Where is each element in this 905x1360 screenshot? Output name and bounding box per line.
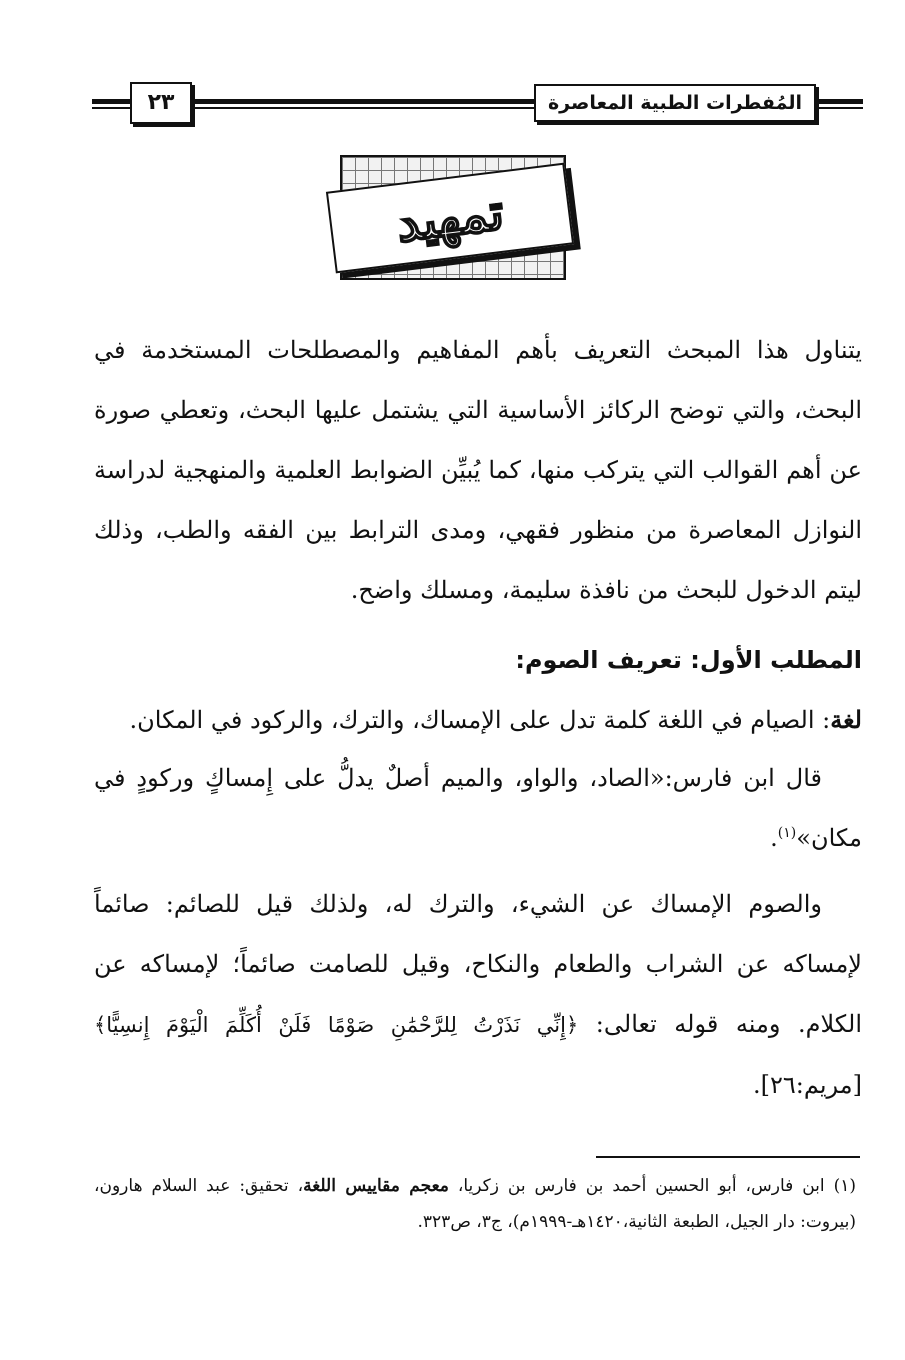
ibn-faris-end: . (770, 824, 778, 852)
section-heading-label: المطلب الأول (699, 646, 862, 674)
ibn-faris-text: قال ابن فارس:«الصاد، والواو، والميم أصلٌ يدلُّ على إِمساكٍ وركودٍ في مكان» (94, 764, 862, 852)
book-title: المُفطرات الطبية المعاصرة (534, 84, 816, 122)
footnote-text (94, 1168, 856, 1240)
intro-title: تمهيد (393, 181, 507, 254)
section-heading-topic: تعريف الصوم (524, 646, 682, 674)
footnote-reference: (١) (777, 825, 797, 841)
main-content (94, 320, 862, 1115)
intro-title-badge (330, 155, 580, 290)
section-heading-separator: : (681, 646, 700, 674)
quran-reference: [مريم:٢٦]. (753, 1071, 862, 1099)
lugha-text: : الصيام في اللغة كلمة تدل على الإمساك، والترك، والركود في المكان. (129, 706, 831, 734)
footnote-separator (596, 1156, 860, 1158)
ibn-faris-quote (94, 748, 862, 868)
lugha-definition (94, 692, 862, 748)
footnote-part1: (١) ابن فارس، أبو الحسين أحمد بن فارس بن زكريا، (448, 1176, 856, 1196)
running-header (92, 82, 863, 122)
sawm-text: والصوم الإمساك عن الشيء، والترك له، ولذلك قيل للصائم: صائماً لإمساكه عن الشراب والطعام والنكاح، وقيل للصامت صائماً؛ لإمساكه عن الكلام. ومنه قوله تعالى: (94, 890, 862, 1038)
sawm-paragraph (94, 874, 862, 1115)
footnote (94, 1168, 856, 1240)
footnote-book-title: معجم مقاييس اللغة (303, 1176, 449, 1196)
section-heading (94, 636, 862, 684)
lugha-label: لغة (830, 705, 862, 734)
quran-verse: ﴿إِنِّي نَذَرْتُ لِلرَّحْمَٰنِ صَوْمًا فَلَنْ أُكَلِّمَ الْيَوْمَ إِنسِيًّا﴾ (94, 1013, 579, 1037)
section-heading-end: : (515, 646, 525, 674)
page-number: ٢٣ (130, 82, 192, 124)
footnote-part2: ، تحقيق: عبد السلام هارون، (بيروت: دار الجيل، الطبعة الثانية،١٤٢٠هـ-١٩٩٩م)، ج٣، ص٣٢٣. (94, 1176, 856, 1232)
intro-paragraph: يتناول هذا المبحث التعريف بأهم المفاهيم والمصطلحات المستخدمة في البحث، والتي توضح الركائز الأساسية التي يشتمل عليها البحث، وتعطي صورة عن أهم القوالب التي يتركب منها، كما يُبيِّن الضوابط العلمية والمنهجية لدراسة النوازل المعاصرة من منظور فقهي، ومدى الترابط بين الفقه والطب، وذلك ليتم الدخول للبحث من نافذة سليمة، ومسلك واضح. (94, 336, 862, 604)
